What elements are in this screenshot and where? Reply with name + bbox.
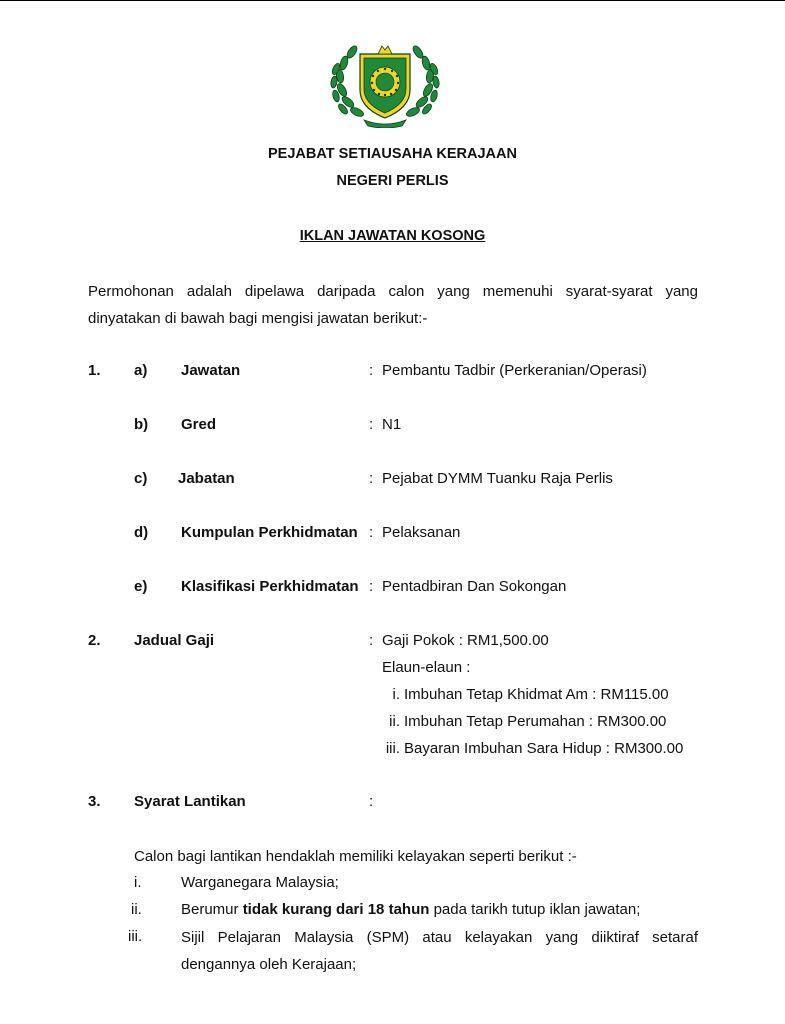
condition-2-post: pada tarikh tutup iklan jawatan; xyxy=(429,901,641,918)
item-e-label: Klasifikasi Perkhidmatan xyxy=(181,578,359,595)
condition-1-text: Warganegara Malaysia; xyxy=(181,874,339,891)
item-a-label: Jawatan xyxy=(181,362,241,379)
condition-2-text xyxy=(181,901,640,918)
section-3-label: Syarat Lantikan xyxy=(134,793,246,810)
conditions-intro: Calon bagi lantikan hendaklah memiliki kelayakan seperti berikut :- xyxy=(134,848,577,865)
item-e-letter: e) xyxy=(134,578,148,595)
condition-3-line-2: dengannya oleh Kerajaan; xyxy=(181,956,357,973)
condition-2-pre: Berumur xyxy=(181,901,243,918)
condition-3-number: iii. xyxy=(128,928,143,945)
item-c-label: Jabatan xyxy=(178,470,235,487)
basic-salary: Gaji Pokok : RM1,500.00 xyxy=(382,632,549,649)
item-e-colon: : xyxy=(369,578,374,595)
item-d-letter: d) xyxy=(134,524,149,541)
section-3-colon: : xyxy=(369,793,374,810)
section-2-label: Jadual Gaji xyxy=(134,632,215,649)
allowance-1-text: Imbuhan Tetap Khidmat Am : RM115.00 xyxy=(404,686,669,703)
allowance-2-text: Imbuhan Tetap Perumahan : RM300.00 xyxy=(404,713,667,730)
allowance-2-number: ii. xyxy=(389,713,400,730)
top-border-line xyxy=(0,0,785,1)
item-c-value: Pejabat DYMM Tuanku Raja Perlis xyxy=(382,470,613,487)
allowance-3-number: iii. xyxy=(385,740,400,757)
item-e-value: Pentadbiran Dan Sokongan xyxy=(382,578,567,595)
advert-title: IKLAN JAWATAN KOSONG xyxy=(299,228,486,244)
perlis-state-crest-logo xyxy=(330,36,440,128)
condition-3-line-1: Sijil Pelajaran Malaysia (SPM) atau kelayakan yang diiktiraf setaraf xyxy=(181,929,698,946)
item-c-colon: : xyxy=(369,470,374,487)
item-a-colon: : xyxy=(369,362,374,379)
condition-1-number: i. xyxy=(134,874,142,891)
item-c-letter: c) xyxy=(134,470,148,487)
item-a-letter: a) xyxy=(134,362,148,379)
advert-title-wrap xyxy=(0,228,785,244)
section-1-number: 1. xyxy=(88,362,101,379)
item-b-letter: b) xyxy=(134,416,149,433)
condition-2-number: ii. xyxy=(131,901,142,918)
item-b-value: N1 xyxy=(382,416,402,433)
allowance-1-number: i. xyxy=(392,686,400,703)
condition-2-bold: tidak kurang dari 18 tahun xyxy=(242,901,430,918)
section-3-number: 3. xyxy=(88,793,101,810)
intro-line-1: Permohonan adalah dipelawa daripada calon yang memenuhi syarat-syarat yang xyxy=(88,283,698,300)
section-2-number: 2. xyxy=(88,632,101,649)
allowance-heading: Elaun-elaun : xyxy=(382,659,471,676)
item-b-colon: : xyxy=(369,416,374,433)
allowance-3-text: Bayaran Imbuhan Sara Hidup : RM300.00 xyxy=(404,740,684,757)
item-d-label: Kumpulan Perkhidmatan xyxy=(181,524,358,541)
condition-3-text xyxy=(181,924,698,978)
intro-paragraph xyxy=(88,278,698,332)
item-a-value: Pembantu Tadbir (Perkeranian/Operasi) xyxy=(382,362,647,379)
item-d-colon: : xyxy=(369,524,374,541)
state-name-heading: NEGERI PERLIS xyxy=(336,173,449,189)
item-d-value: Pelaksanan xyxy=(382,524,461,541)
intro-line-2: dinyatakan di bawah bagi mengisi jawatan berikut:- xyxy=(88,310,428,327)
item-b-label: Gred xyxy=(181,416,217,433)
section-2-colon: : xyxy=(369,632,374,649)
office-name-heading: PEJABAT SETIAUSAHA KERAJAAN xyxy=(268,146,517,162)
